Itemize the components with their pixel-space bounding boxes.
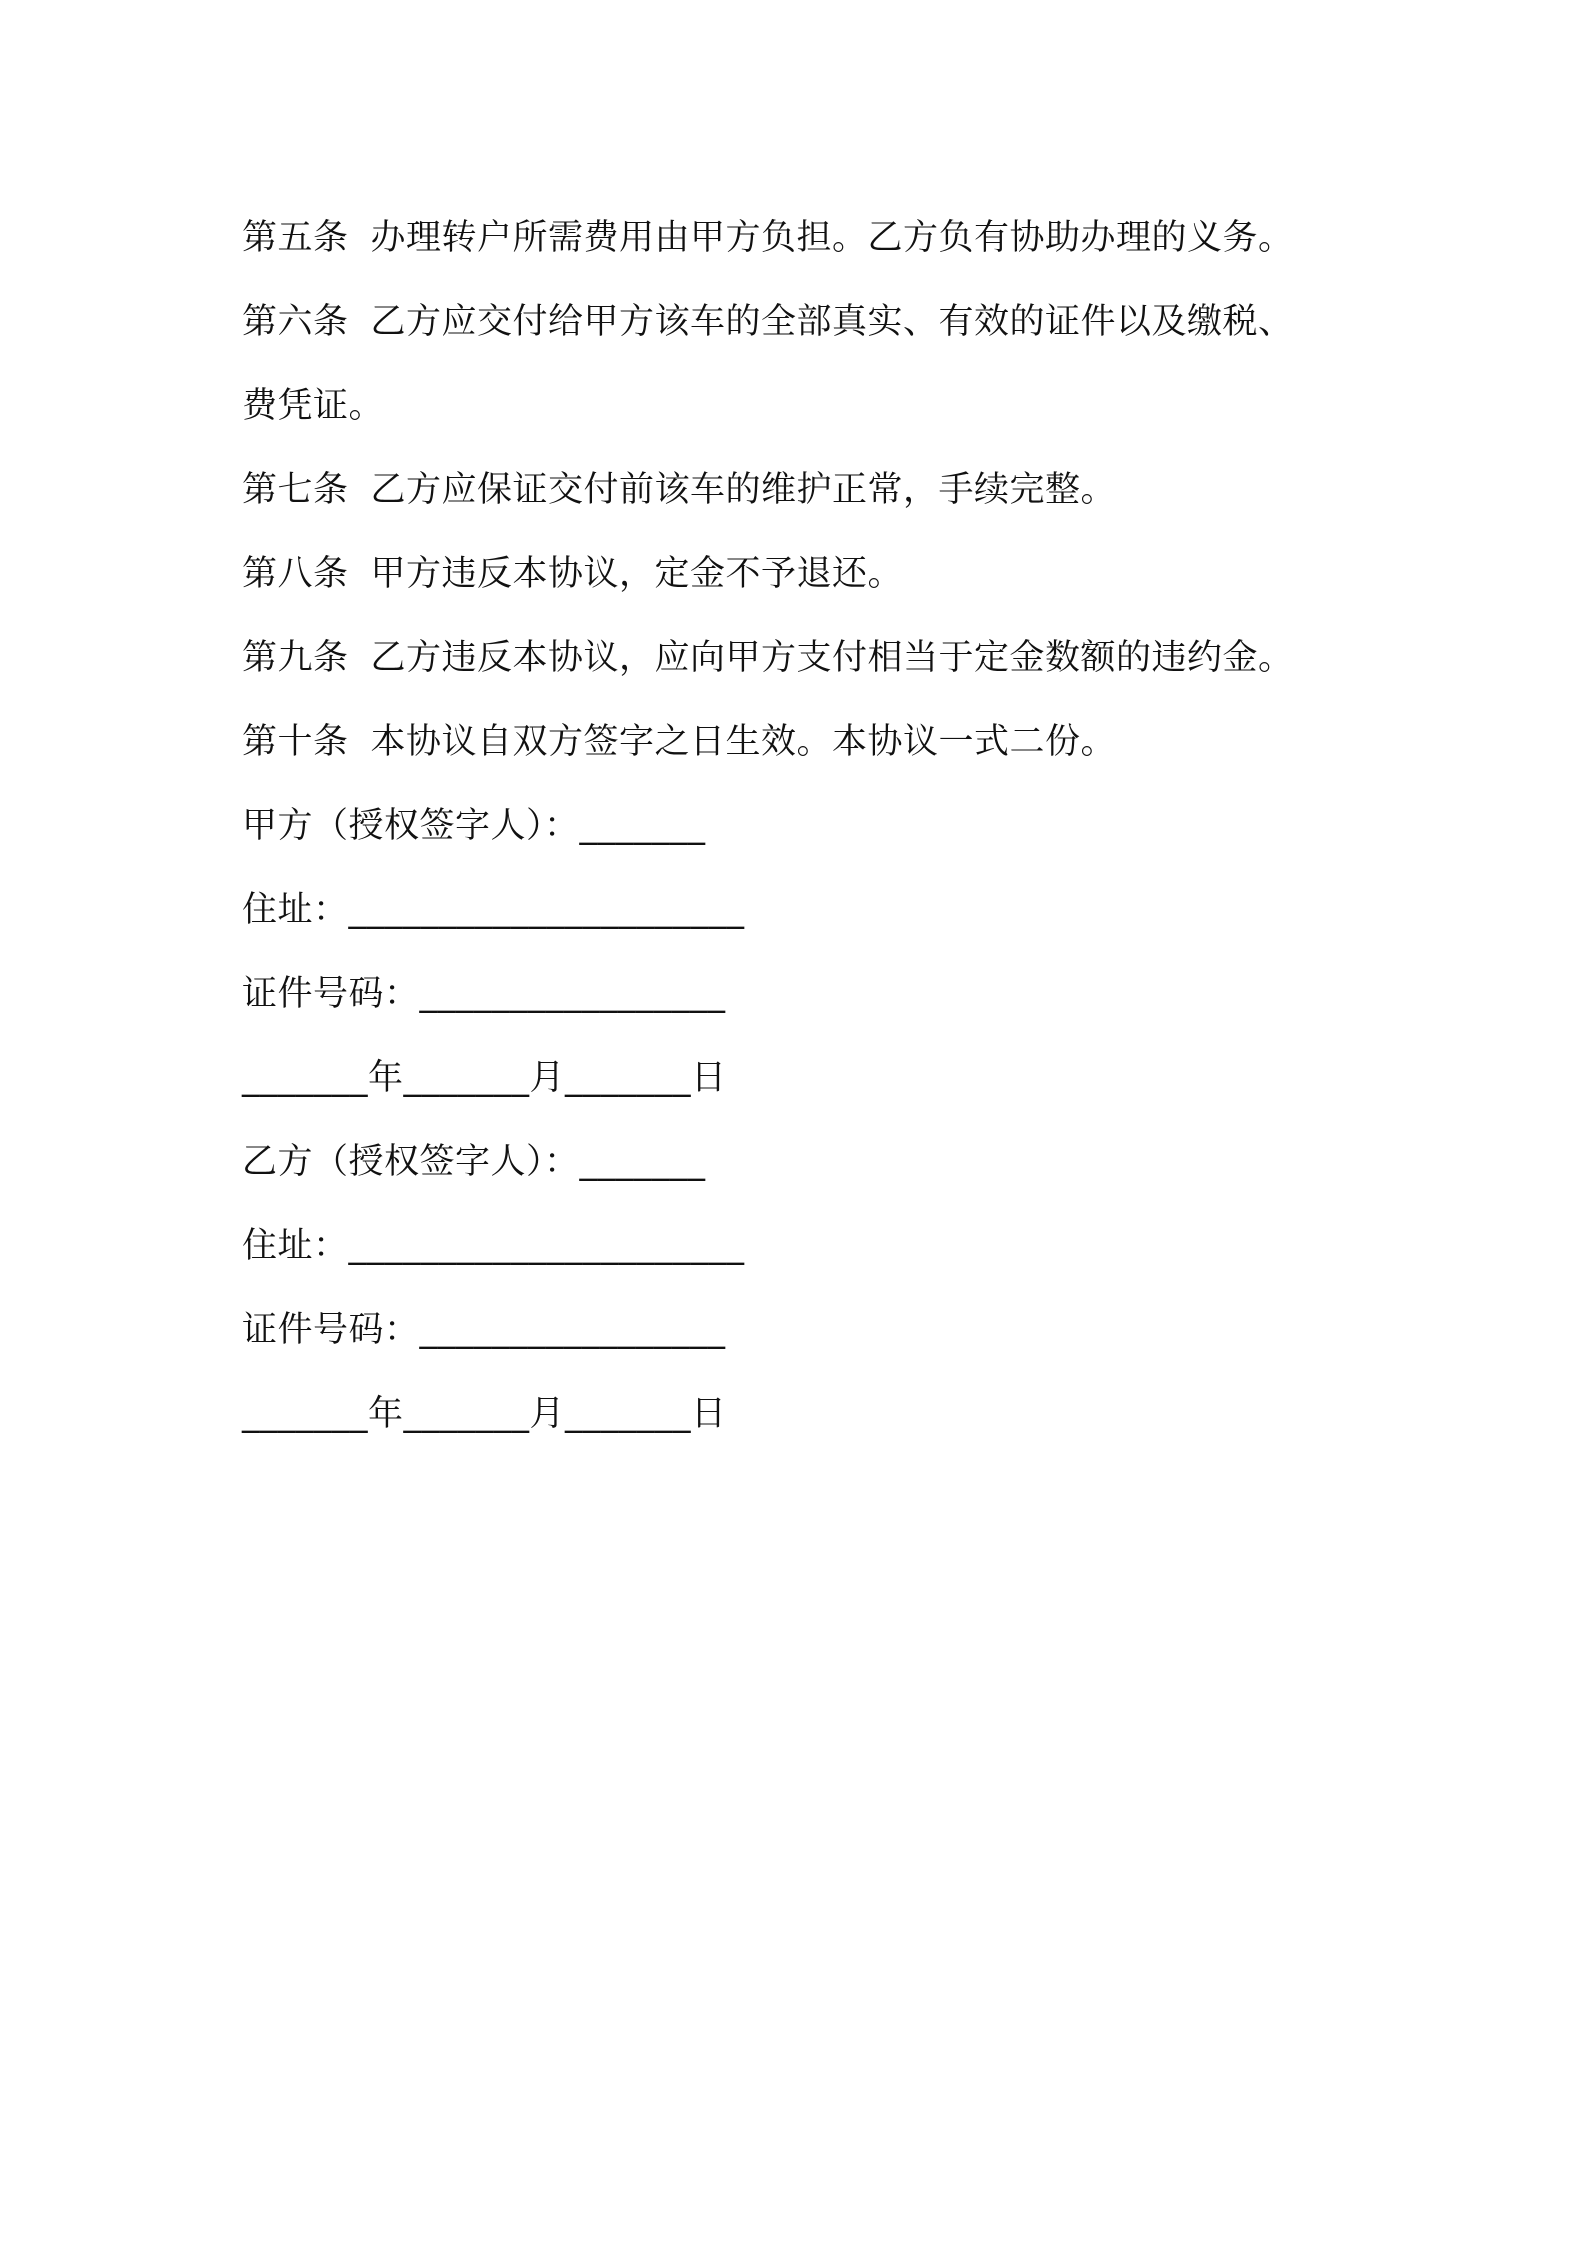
article-8 [242, 532, 1382, 616]
article-text: 本协议自双方签字之日生效。本协议一式二份。 [370, 722, 1117, 762]
article-number: 第六条 [242, 302, 349, 342]
party-b-date-line: _______年_______月_______日 [242, 1394, 727, 1434]
party-a-signer-line: 甲方（授权签字人）：_______ [242, 806, 706, 846]
article-10 [242, 700, 1382, 784]
article-9 [242, 616, 1382, 700]
article-text: 办理转户所需费用由甲方负担。乙方负有协助办理的义务。 [370, 218, 1294, 258]
party-b-signer-line: 乙方（授权签字人）：_______ [242, 1142, 706, 1182]
party-a-id-number-line: 证件号码：_________________ [242, 974, 726, 1014]
article-7 [242, 448, 1382, 532]
party-b-id-number-line: 证件号码：_________________ [242, 1310, 726, 1350]
article-text: 乙方违反本协议，应向甲方支付相当于定金数额的违约金。 [370, 638, 1294, 678]
document-body [242, 196, 1382, 1456]
article-text: 乙方应保证交付前该车的维护正常，手续完整。 [370, 470, 1117, 510]
article-text: 乙方应交付给甲方该车的全部真实、有效的证件以及缴税、 [370, 302, 1294, 342]
article-text: 甲方违反本协议，定金不予退还。 [370, 554, 904, 594]
party-a-address-line: 住址：______________________ [242, 890, 745, 930]
article-number: 第九条 [242, 638, 349, 678]
article-number: 第五条 [242, 218, 349, 258]
article-text: 费凭证。 [242, 386, 385, 426]
article-6 [242, 280, 1382, 364]
article-number: 第八条 [242, 554, 349, 594]
article-number: 第七条 [242, 470, 349, 510]
article-6-continued [242, 364, 1382, 448]
party-b-address-line: 住址：______________________ [242, 1226, 745, 1266]
article-5 [242, 196, 1382, 280]
article-number: 第十条 [242, 722, 349, 762]
party-a-date-line: _______年_______月_______日 [242, 1058, 727, 1098]
